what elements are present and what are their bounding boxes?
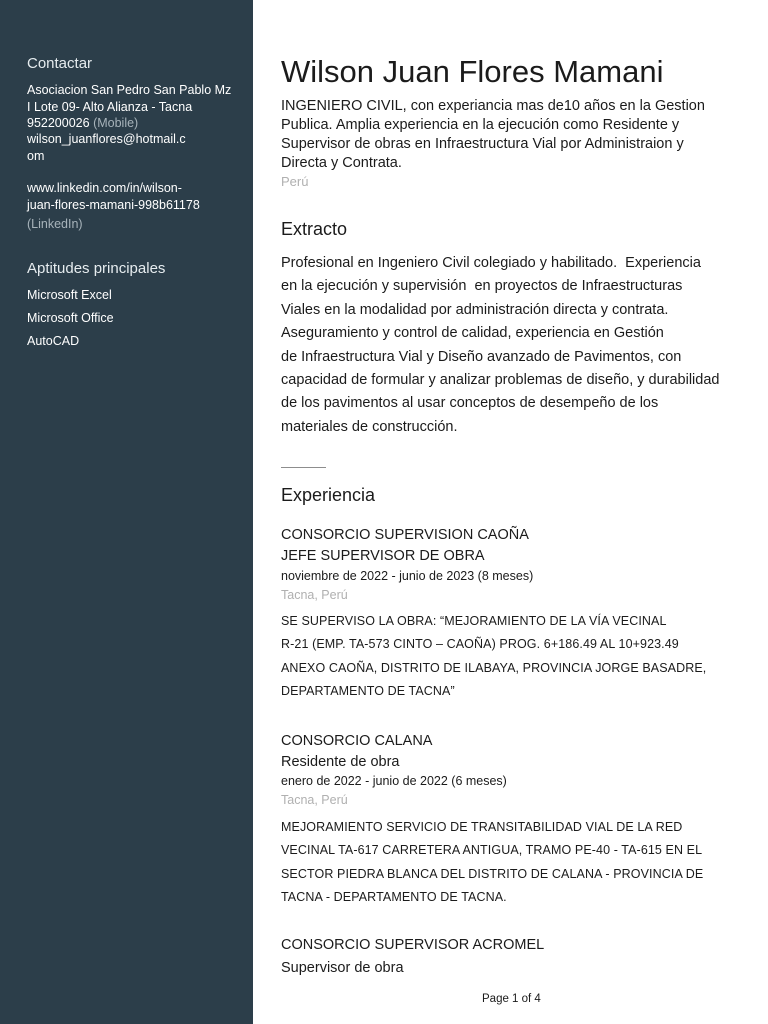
linkedin-link[interactable]: www.linkedin.com/in/wilson- juan-flores-mamani-998b61178	[27, 181, 200, 212]
section-divider	[281, 467, 326, 468]
job-role: Supervisor de obra	[281, 960, 404, 976]
experience-heading: Experiencia	[281, 485, 376, 505]
sidebar	[0, 0, 253, 1024]
page-number: Page 1 of 4	[482, 993, 541, 1005]
contact-heading: Contactar	[27, 55, 93, 72]
skill-item: AutoCAD	[27, 334, 80, 348]
phone-line	[27, 115, 138, 132]
skills-heading: Aptitudes principales	[27, 260, 166, 277]
job-location: Tacna, Perú	[281, 793, 348, 807]
skill-item: Microsoft Excel	[27, 288, 112, 302]
email-link[interactable]: wilson_juanflores@hotmail.c om	[27, 132, 186, 163]
job-company: CONSORCIO SUPERVISOR ACROMEL	[281, 937, 545, 953]
profile-location: Perú	[281, 174, 309, 189]
skill-item: Microsoft Office	[27, 311, 114, 325]
job-description: MEJORAMIENTO SERVICIO DE TRANSITABILIDAD VIAL DE LA RED VECINAL TA-617 CARRETERA ANTIGUA, TRAMO PE-40 - TA-615 EN EL SECTOR PIEDRA BLANCA DEL DISTRITO DE CALANA - PROVINCIA DE TACNA - DEPARTAMENTO DE TACNA.	[281, 820, 704, 904]
job-role: Residente de obra	[281, 754, 400, 770]
job-location: Tacna, Perú	[281, 588, 348, 602]
phone-number: 952200026	[27, 116, 90, 130]
job-company: CONSORCIO SUPERVISION CAOÑA	[281, 527, 529, 543]
profile-headline: INGENIERO CIVIL, con experiancia mas de10 años en la Gestion Publica. Amplia experiencia en la ejecución como Residente y Supervisor de obras en Infraestructura Vial por Administraion y Directa y Contrata.	[281, 98, 705, 171]
summary-text: Profesional en Ingeniero Civil colegiado y habilitado. Experiencia en la ejecución y supervisión en proyectos de Infraestructuras Viales en la modalidad por administración directa y contrata. Aseguramiento y control de calidad, experiencia en Gestión de Infraestructura Vial y Diseño avanzado de Pavimentos, con capacidad de formular y analizar problemas de diseño, y durabilidad de los pavimentos al usar conceptos de desempeño de los materiales de construcción.	[281, 255, 720, 435]
summary-heading: Extracto	[281, 219, 348, 239]
job-company: CONSORCIO CALANA	[281, 733, 433, 749]
profile-name: Wilson Juan Flores Mamani	[281, 54, 664, 89]
job-description: SE SUPERVISO LA OBRA: “MEJORAMIENTO DE LA VÍA VECINAL R-21 (EMP. TA-573 CINTO – CAOÑA) PROG. 6+186.49 AL 10+923.49 ANEXO CAOÑA, DISTRITO DE ILABAYA, PROVINCIA JORGE BASADRE, DEPARTAMENTO DE TACNA”	[281, 614, 707, 698]
job-dates: noviembre de 2022 - junio de 2023 (8 meses)	[281, 569, 534, 583]
linkedin-tag: (LinkedIn)	[27, 217, 83, 231]
phone-tag: (Mobile)	[93, 116, 139, 130]
address: Asociacion San Pedro San Pablo Mz I Lote 09- Alto Alianza - Tacna	[27, 83, 232, 114]
job-role: JEFE SUPERVISOR DE OBRA	[281, 548, 485, 564]
job-dates: enero de 2022 - junio de 2022 (6 meses)	[281, 774, 507, 788]
